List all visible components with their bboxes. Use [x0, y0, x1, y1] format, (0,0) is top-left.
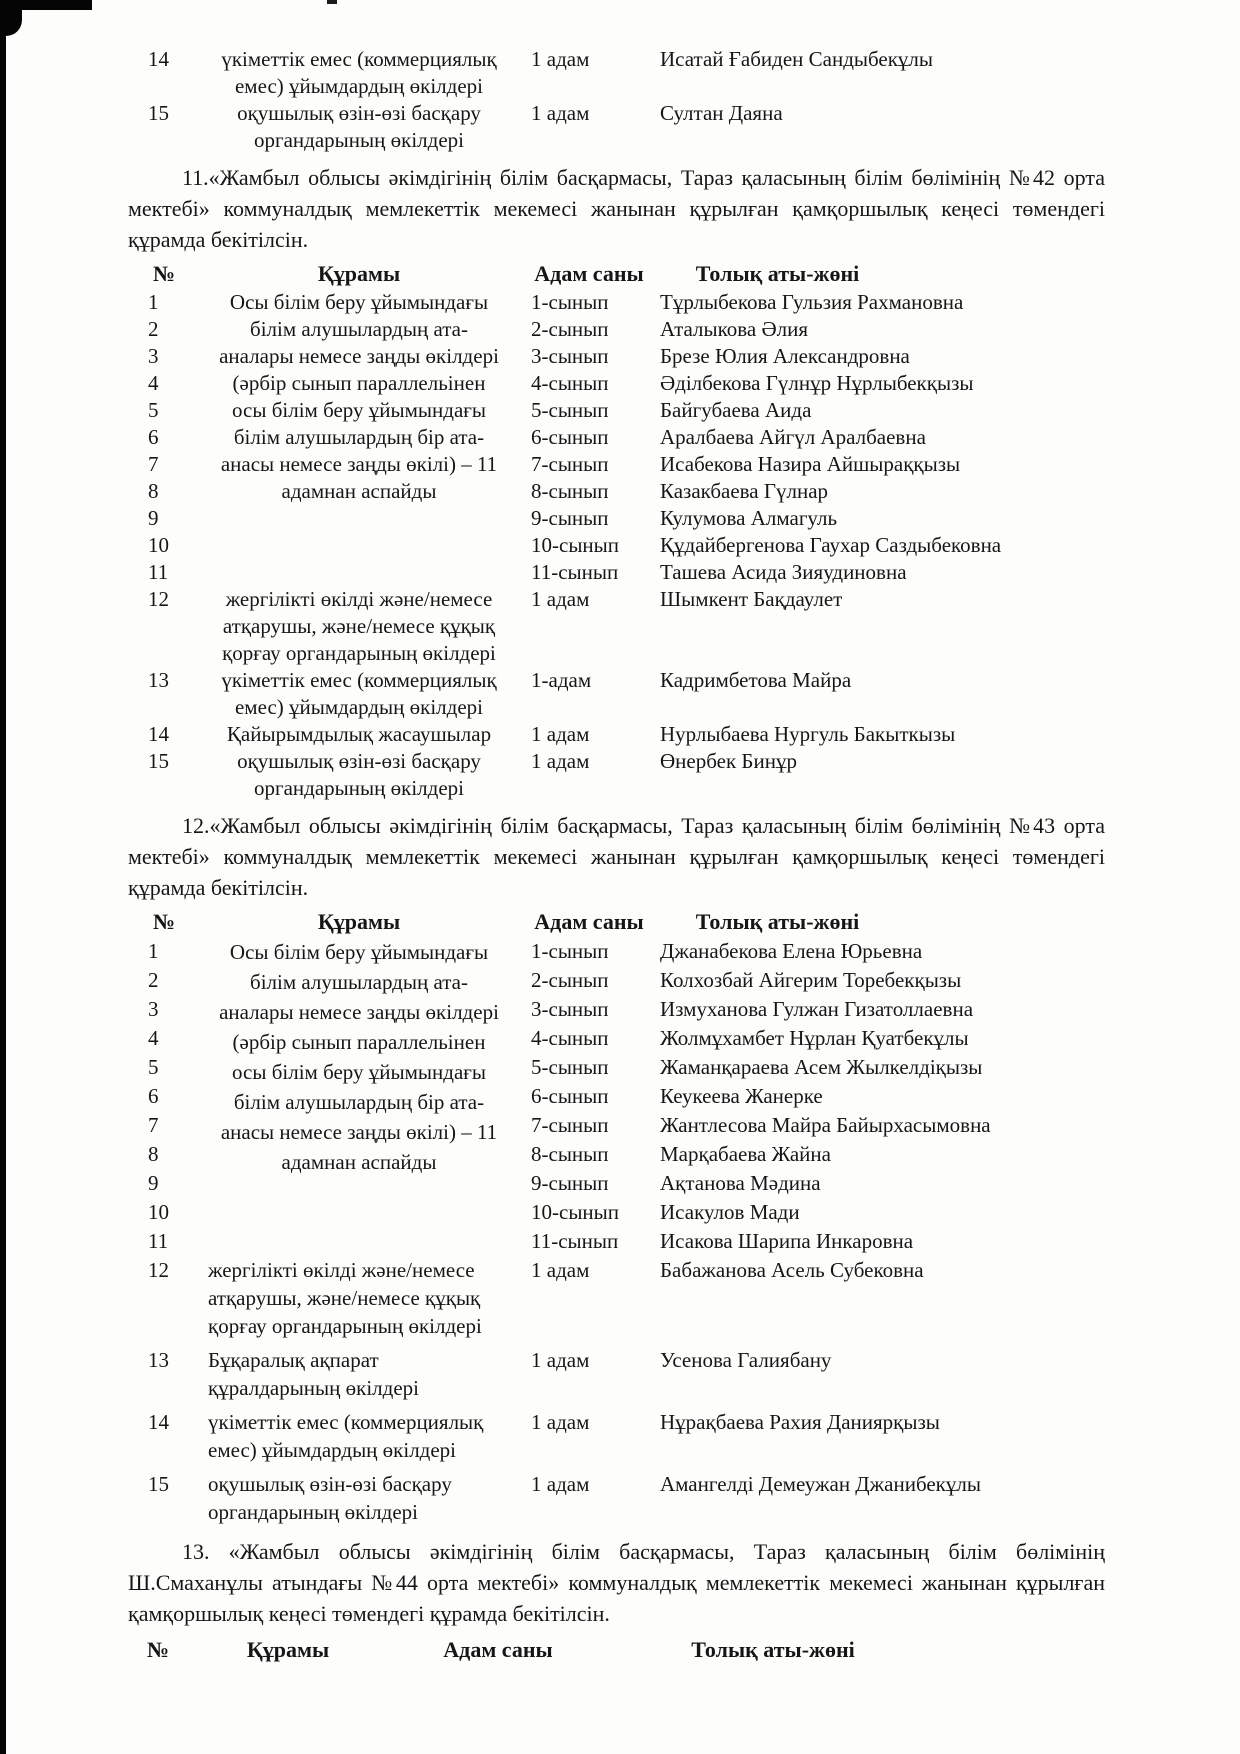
row-name: Шымкент Бақдаулет: [660, 587, 843, 611]
row-count: 11-сынып: [531, 1229, 619, 1253]
row-name: Кадримбетова Майра: [660, 668, 852, 692]
composition-line: органдарының өкілдері: [208, 1500, 418, 1524]
row-number: 12: [148, 587, 169, 611]
row-count: 1-сынып: [531, 939, 609, 963]
composition-line: Осы білім беру ұйымындағы: [229, 290, 489, 314]
composition-line: Бұқаралық ақпарат: [208, 1348, 379, 1372]
composition-line: үкіметтік емес (коммерциялық: [208, 1410, 484, 1434]
composition-line: оқушылық өзін-өзі басқару: [208, 1472, 452, 1496]
row-count: 1 адам: [531, 1410, 590, 1434]
scan-corner-mark: [0, 0, 22, 36]
header-number: №: [146, 1637, 170, 1662]
row-name: Нұрақбаева Рахия Даниярқызы: [660, 1410, 940, 1434]
composition-line: (әрбір сынып параллельінен: [232, 1030, 486, 1054]
composition-line: Осы білім беру ұйымындағы: [229, 940, 489, 964]
row-number: 3: [148, 997, 159, 1021]
row-count: 3-сынып: [531, 344, 609, 368]
composition-line: емес) ұйымдардың өкілдері: [234, 695, 484, 719]
row-name: Жантлесова Майра Байырхасымовна: [660, 1113, 991, 1137]
composition-line: адамнан аспайды: [281, 479, 437, 503]
row-composition: [200, 46, 518, 100]
header-composition: Құрамы: [317, 909, 401, 934]
row-number: 12: [148, 1258, 169, 1282]
composition-line: анасы немесе заңды өкілі) – 11: [220, 452, 498, 476]
row-name: Ташева Асида Зияудиновна: [660, 560, 907, 584]
row-count: 3-сынып: [531, 997, 609, 1021]
table-row: [128, 748, 1105, 802]
paragraph-item-13: 13. «Жамбыл облысы әкімдігінің білім басқармасы, Тараз қаласының білім бөлімінің Ш.Смаханұлы атындағы №44 орта мектебі» коммуналдық мемлекеттік мекемесі жанынан құрылған қамқоршылық кеңесі төмендегі құрамда бекітілсін.: [128, 1539, 1105, 1626]
paragraph-item-12: 12.«Жамбыл облысы әкімдігінің білім басқармасы, Тараз қаласының білім бөлімінің №43 орта мектебі» коммуналдық мемлекеттік мекемесі жанынан құрылған қамқоршылық кеңесі төмендегі құрамда бекітілсін.: [128, 813, 1105, 900]
table-row: [128, 100, 1105, 154]
composition-line: білім алушылардың бір ата-: [233, 1090, 485, 1114]
composition-line: құралдарының өкілдері: [208, 1376, 419, 1400]
row-count: 6-сынып: [531, 1084, 609, 1108]
row-name: Кулумова Алмагуль: [660, 506, 838, 530]
header-count: Адам саны: [534, 909, 644, 934]
table-school-42-upper: [128, 289, 1105, 586]
composition-line: атқарушы, және/немесе құқық: [208, 1286, 481, 1310]
table-row: [128, 1256, 1105, 1340]
row-number: 6: [148, 1084, 159, 1108]
row-number: 14: [148, 722, 169, 746]
column-names: [660, 289, 1105, 586]
column-numbers: [128, 289, 200, 586]
row-count: 8-сынып: [531, 479, 609, 503]
row-number: 10: [148, 533, 169, 557]
row-composition: [200, 748, 518, 802]
table-row: [128, 1408, 1105, 1464]
table-header: [128, 259, 1105, 289]
row-count: 1 адам: [531, 1258, 590, 1282]
row-count: 7-сынып: [531, 1113, 609, 1137]
composition-line: емес) ұйымдардың өкілдері: [208, 1438, 457, 1462]
table-school-43-upper: [128, 937, 1105, 1256]
row-name: Тұрлыбекова Гульзия Рахмановна: [660, 290, 964, 314]
row-count: 10-сынып: [531, 1200, 620, 1224]
row-name: Исакулов Мади: [660, 1200, 800, 1224]
row-number: 1: [148, 290, 159, 314]
row-name: Әділбекова Гүлнұр Нұрлыбекқызы: [660, 371, 974, 395]
composition-line: білім алушылардың ата-: [250, 970, 468, 994]
row-number: 8: [148, 479, 159, 503]
row-name: Жолмұхамбет Нұрлан Қуатбекұлы: [660, 1026, 969, 1050]
row-count: 9-сынып: [531, 1171, 609, 1195]
row-name: Құдайбергенова Гаухар Саздыбековна: [660, 533, 1002, 557]
column-names: [660, 937, 1105, 1256]
row-count: 5-сынып: [531, 1055, 609, 1079]
row-count: 7-сынып: [531, 452, 609, 476]
row-composition: [200, 1256, 518, 1340]
row-composition: [200, 721, 518, 748]
row-name: Марқабаева Жайна: [660, 1142, 831, 1166]
row-number: 14: [148, 1410, 169, 1434]
row-composition: [200, 1470, 518, 1526]
composition-line: атқарушы, және/немесе құқық: [222, 614, 496, 638]
row-count: 1 адам: [531, 101, 590, 125]
composition-line: емес) ұйымдардың өкілдері: [234, 74, 484, 98]
row-number: 13: [148, 668, 169, 692]
row-composition: [200, 586, 518, 667]
row-name: Джанабекова Елена Юрьевна: [660, 939, 923, 963]
row-number: 7: [148, 1113, 159, 1137]
paragraph-item-11: 11.«Жамбыл облысы әкімдігінің білім басқармасы, Тараз қаласының білім бөлімінің №42 орта мектебі» коммуналдық мемлекеттік мекемесі жанынан құрылған қамқоршылық кеңесі төмендегі құрамда бекітілсін.: [128, 165, 1105, 252]
composition-line: үкіметтік емес (коммерциялық: [221, 668, 497, 692]
row-number: 5: [148, 1055, 159, 1079]
column-composition: [200, 937, 518, 1177]
table-header: [128, 907, 1105, 937]
row-count: 11-сынып: [531, 560, 619, 584]
row-name: Исакова Шарипа Инкаровна: [660, 1229, 914, 1253]
composition-line: адамнан аспайды: [281, 1150, 437, 1174]
row-number: 13: [148, 1348, 169, 1372]
row-number: 5: [148, 398, 159, 422]
row-name: Өнербек Бинұр: [660, 749, 797, 773]
row-count: 8-сынып: [531, 1142, 609, 1166]
row-number: 4: [148, 371, 159, 395]
composition-line: жергілікті өкілді және/немесе: [225, 587, 493, 611]
row-count: 2-сынып: [531, 968, 609, 992]
table-row: [128, 586, 1105, 667]
header-fullname: Толық аты-жөні: [691, 1637, 855, 1662]
row-number: 7: [148, 452, 159, 476]
header-number: №: [152, 909, 176, 934]
row-number: 3: [148, 344, 159, 368]
composition-line: органдарының өкілдері: [254, 128, 464, 152]
row-number: 10: [148, 1200, 169, 1224]
composition-line: білім алушылардың ата-: [250, 317, 468, 341]
row-number: 15: [148, 749, 169, 773]
row-name: Нурлыбаева Нургуль Бакыткызы: [660, 722, 956, 746]
row-composition: [200, 667, 518, 721]
row-name: Измуханова Гулжан Гизатоллаевна: [660, 997, 974, 1021]
row-name: Ақтанова Мәдина: [660, 1171, 821, 1195]
row-name: Байгубаева Аида: [660, 398, 812, 422]
composition-line: осы білім беру ұйымындағы: [232, 398, 486, 422]
row-count: 6-сынып: [531, 425, 609, 449]
row-count: 1 адам: [531, 722, 590, 746]
row-count: 10-сынып: [531, 533, 620, 557]
composition-line: қорғау органдарының өкілдері: [222, 641, 496, 665]
composition-line: анасы немесе заңды өкілі) – 11: [220, 1120, 498, 1144]
row-number: 11: [148, 560, 169, 584]
row-name: Бабажанова Асель Субековна: [660, 1258, 924, 1282]
row-number: 9: [148, 506, 159, 530]
row-number: 15: [148, 101, 169, 125]
composition-line: осы білім беру ұйымындағы: [232, 1060, 486, 1084]
composition-line: органдарының өкілдері: [254, 776, 464, 800]
row-count: 1 адам: [531, 749, 590, 773]
row-count: 2-сынып: [531, 317, 609, 341]
composition-line: Қайырымдылық жасаушылар: [226, 722, 492, 746]
composition-line: оқушылық өзін-өзі басқару: [237, 749, 481, 773]
table-row: [128, 721, 1105, 748]
row-name: Кеукеева Жанерке: [660, 1084, 823, 1108]
column-counts: [518, 937, 660, 1256]
row-number: 2: [148, 968, 159, 992]
row-count: 1 адам: [531, 587, 590, 611]
row-name: Жаманқараева Асем Жылкелдіқызы: [660, 1055, 983, 1079]
row-composition: [200, 1346, 518, 1402]
column-composition: [200, 289, 518, 505]
row-count: 1 адам: [531, 1348, 590, 1372]
row-name: Султан Даяна: [660, 101, 783, 125]
row-name: Брезе Юлия Александровна: [660, 344, 910, 368]
table-row: [128, 667, 1105, 721]
table-school-43-lower: [128, 1256, 1105, 1526]
row-number: 2: [148, 317, 159, 341]
table-row: [128, 1346, 1105, 1402]
row-composition: [200, 1408, 518, 1464]
table-row: [128, 46, 1105, 100]
composition-line: жергілікті өкілді және/немесе: [208, 1258, 475, 1282]
composition-line: үкіметтік емес (коммерциялық: [221, 47, 497, 71]
scan-tick-mark: [327, 0, 337, 4]
row-number: 11: [148, 1229, 169, 1253]
table-row: [128, 1470, 1105, 1526]
table-previous-partial: [128, 46, 1105, 154]
composition-line: қорғау органдарының өкілдері: [208, 1314, 482, 1338]
composition-line: аналары немесе заңды өкілдері: [219, 1000, 499, 1024]
composition-line: (әрбір сынып параллельінен: [232, 371, 486, 395]
header-composition: Құрамы: [246, 1637, 330, 1662]
column-counts: [518, 289, 660, 586]
row-number: 4: [148, 1026, 159, 1050]
row-composition: [200, 100, 518, 154]
row-count: 1 адам: [531, 1472, 590, 1496]
row-name: Аралбаева Айгүл Аралбаевна: [660, 425, 926, 449]
composition-line: аналары немесе заңды өкілдері: [219, 344, 499, 368]
table-header: [128, 1635, 1105, 1665]
row-name: Амангелді Демеужан Джанибекұлы: [660, 1472, 981, 1496]
row-count: 4-сынып: [531, 1026, 609, 1050]
row-number: 8: [148, 1142, 159, 1166]
scan-edge-bar: [0, 0, 6, 1754]
row-name: Колхозбай Айгерим Торебекқызы: [660, 968, 962, 992]
header-count: Адам саны: [534, 261, 644, 286]
row-number: 15: [148, 1472, 169, 1496]
row-number: 14: [148, 47, 169, 71]
table-school-42-lower: [128, 586, 1105, 802]
row-name: Усенова Галиябану: [660, 1348, 832, 1372]
row-count: 1-адам: [531, 668, 592, 692]
header-composition: Құрамы: [317, 261, 401, 286]
header-number: №: [152, 261, 176, 286]
row-number: 9: [148, 1171, 159, 1195]
header-count: Адам саны: [443, 1637, 553, 1662]
row-number: 6: [148, 425, 159, 449]
row-name: Исабекова Назира Айшыраққызы: [660, 452, 961, 476]
column-numbers: [128, 937, 200, 1256]
row-count: 1 адам: [531, 47, 590, 71]
document-page: [128, 46, 1105, 1665]
header-fullname: Толық аты-жөні: [695, 261, 860, 286]
row-name: Аталыкова Әлия: [660, 317, 809, 341]
row-count: 1-сынып: [531, 290, 609, 314]
row-count: 4-сынып: [531, 371, 609, 395]
composition-line: білім алушылардың бір ата-: [233, 425, 485, 449]
row-count: 5-сынып: [531, 398, 609, 422]
row-name: Казакбаева Гүлнар: [660, 479, 829, 503]
header-fullname: Толық аты-жөні: [695, 909, 860, 934]
composition-line: оқушылық өзін-өзі басқару: [237, 101, 481, 125]
row-number: 1: [148, 939, 159, 963]
row-count: 9-сынып: [531, 506, 609, 530]
row-name: Исатай Ғабиден Сандыбекұлы: [660, 47, 934, 71]
